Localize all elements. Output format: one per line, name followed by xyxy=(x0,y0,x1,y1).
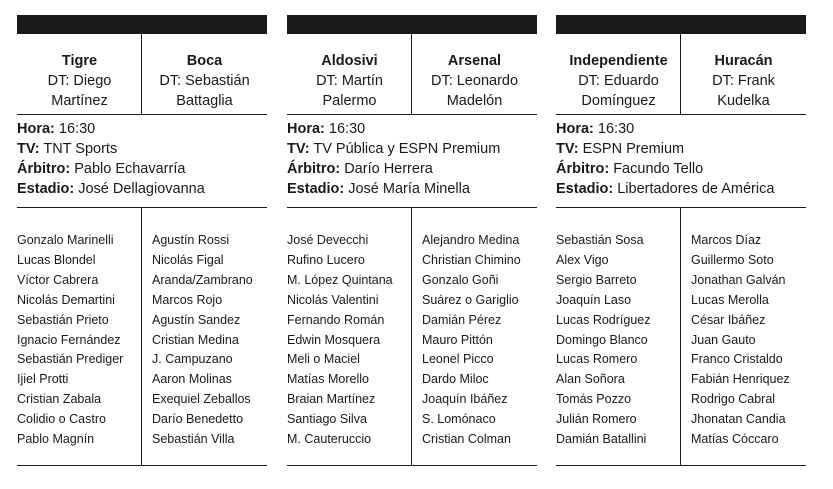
info-tv xyxy=(287,139,537,159)
player: Agustín Rossi xyxy=(152,233,230,247)
player: Ijiel Protti xyxy=(17,372,69,387)
player: Alejandro Medina xyxy=(422,233,520,247)
player: Lucas Romero xyxy=(556,352,638,367)
player: Víctor Cabrera xyxy=(17,272,99,287)
player: Joaquín Laso xyxy=(556,292,632,307)
home-lineup xyxy=(556,231,691,465)
match-info xyxy=(287,114,537,207)
teams-row xyxy=(17,34,267,114)
away-team-name: Huracán xyxy=(714,53,773,69)
player: S. Lomónaco xyxy=(422,412,496,427)
info-tv-label: TV: xyxy=(556,141,579,157)
away-coach: DT: Frank Kudelka xyxy=(712,73,775,109)
player: Sergio Barreto xyxy=(556,272,637,287)
player: Damián Pérez xyxy=(422,312,502,327)
info-tv-label: TV: xyxy=(17,141,40,157)
info-referee-value: Pablo Echavarría xyxy=(74,161,186,177)
player: Mauro Pittón xyxy=(422,332,493,347)
match-info xyxy=(556,114,806,207)
away-coach: DT: Sebastián Battaglia xyxy=(159,73,250,109)
home-coach: DT: Martín Palermo xyxy=(316,73,383,109)
info-stadium xyxy=(556,179,806,199)
player: Alex Vigo xyxy=(556,252,609,267)
info-time xyxy=(556,119,806,139)
info-time-value: 16:30 xyxy=(597,121,635,137)
player: J. Campuzano xyxy=(152,352,233,367)
info-referee xyxy=(556,159,806,179)
info-time-label: Hora: xyxy=(287,121,325,137)
header-bar xyxy=(556,15,806,34)
player: Franco Cristaldo xyxy=(691,352,783,367)
player: Jhonatan Candia xyxy=(691,412,786,427)
home-team xyxy=(17,34,142,114)
info-tv-value: TNT Sports xyxy=(43,141,118,157)
away-team xyxy=(681,34,806,114)
info-tv-value: ESPN Premium xyxy=(582,141,685,157)
player: Colidio o Castro xyxy=(17,412,106,427)
player: Domingo Blanco xyxy=(556,332,648,347)
player: Rodrigo Cabral xyxy=(691,392,776,407)
player: Agustín Sandez xyxy=(152,312,241,327)
teams-row xyxy=(556,34,806,114)
player: José Devecchi xyxy=(287,233,369,247)
player: Matías Cóccaro xyxy=(691,432,779,447)
info-time xyxy=(287,119,537,139)
info-stadium xyxy=(17,179,267,199)
player: Jonathan Galván xyxy=(691,272,786,287)
player: Cristian Colman xyxy=(422,432,511,447)
info-referee-label: Árbitro: xyxy=(287,161,341,177)
player: Alan Soñora xyxy=(556,372,625,387)
away-lineup xyxy=(152,231,287,450)
player: Cristian Zabala xyxy=(17,392,102,407)
player: Rufino Lucero xyxy=(287,252,365,267)
team-divider xyxy=(141,34,142,114)
player: Sebastián Prieto xyxy=(17,312,109,327)
teams-row xyxy=(287,34,537,114)
player: Joaquín Ibáñez xyxy=(422,392,508,407)
lineups xyxy=(17,207,267,466)
player: Leonel Picco xyxy=(422,352,494,367)
player: Lucas Rodríguez xyxy=(556,312,651,327)
player: Nicolás Valentini xyxy=(287,292,379,307)
player: Tomás Pozzo xyxy=(556,392,632,407)
player: Marcos Díaz xyxy=(691,233,762,247)
player: Pablo Magnín xyxy=(17,432,95,447)
info-referee xyxy=(287,159,537,179)
info-referee-label: Árbitro: xyxy=(17,161,71,177)
lineup-divider xyxy=(141,208,142,465)
away-team xyxy=(142,34,267,114)
info-time xyxy=(17,119,267,139)
player: Juan Gauto xyxy=(691,332,756,347)
player: Ignacio Fernández xyxy=(17,332,121,347)
home-team-name: Tigre xyxy=(61,53,98,69)
home-lineup xyxy=(287,231,422,465)
player: Christian Chimino xyxy=(422,252,521,267)
info-stadium-label: Estadio: xyxy=(556,181,614,197)
info-stadium-value: José Dellagiovanna xyxy=(78,181,205,197)
header-bar xyxy=(17,15,267,34)
player: César Ibáñez xyxy=(691,312,766,327)
info-stadium-label: Estadio: xyxy=(17,181,75,197)
player: Gonzalo Goñi xyxy=(422,272,499,287)
home-team xyxy=(556,34,681,114)
home-coach: DT: Diego Martínez xyxy=(47,73,112,109)
player: Aaron Molinas xyxy=(152,372,232,387)
info-time-value: 16:30 xyxy=(58,121,96,137)
info-referee-value: Darío Herrera xyxy=(344,161,433,177)
info-referee-value: Facundo Tello xyxy=(613,161,704,177)
player: Fabián Henriquez xyxy=(691,372,790,387)
player: Sebastián Villa xyxy=(152,432,235,447)
away-team-name: Boca xyxy=(186,53,223,69)
home-team-name: Independiente xyxy=(569,53,668,69)
away-coach: DT: Leonardo Madelón xyxy=(430,73,519,109)
player: Meli o Maciel xyxy=(287,352,360,367)
player: Braian Martínez xyxy=(287,392,376,407)
info-stadium-value: Libertadores de América xyxy=(617,181,775,197)
away-lineup xyxy=(422,231,557,450)
home-team xyxy=(287,34,412,114)
info-tv-label: TV: xyxy=(287,141,310,157)
away-lineup xyxy=(691,231,826,450)
player: Darío Benedetto xyxy=(152,412,244,427)
player: Guillermo Soto xyxy=(691,252,774,267)
lineups xyxy=(287,207,537,466)
info-time-label: Hora: xyxy=(556,121,594,137)
info-referee-label: Árbitro: xyxy=(556,161,610,177)
player: Fernando Román xyxy=(287,312,385,327)
player: Marcos Rojo xyxy=(152,292,223,307)
player: Sebastián Prediger xyxy=(17,352,124,367)
player: Julián Romero xyxy=(556,412,637,427)
player: Matías Morello xyxy=(287,372,369,387)
info-time-value: 16:30 xyxy=(328,121,366,137)
player: Cristian Medina xyxy=(152,332,239,347)
player: Suárez o Gariglio xyxy=(422,292,519,307)
info-stadium xyxy=(287,179,537,199)
lineups xyxy=(556,207,806,466)
away-team-name: Arsenal xyxy=(447,53,502,69)
info-time-label: Hora: xyxy=(17,121,55,137)
home-team-name: Aldosivi xyxy=(321,53,378,69)
player: Lucas Blondel xyxy=(17,252,96,267)
info-stadium-label: Estadio: xyxy=(287,181,345,197)
team-divider xyxy=(411,34,412,114)
player: Dardo Miloc xyxy=(422,372,489,387)
player: Aranda/Zambrano xyxy=(152,272,253,287)
player: M. Cauteruccio xyxy=(287,432,372,447)
player: Gonzalo Marinelli xyxy=(17,233,114,247)
lineup-divider xyxy=(411,208,412,465)
team-divider xyxy=(680,34,681,114)
lineup-divider xyxy=(680,208,681,465)
home-coach: DT: Eduardo Domínguez xyxy=(578,73,659,109)
player: Lucas Merolla xyxy=(691,292,769,307)
player: Nicolás Figal xyxy=(152,252,224,267)
match-card xyxy=(287,15,537,466)
info-tv xyxy=(556,139,806,159)
info-stadium-value: José María Minella xyxy=(348,181,470,197)
away-team xyxy=(412,34,537,114)
header-bar xyxy=(287,15,537,34)
match-info xyxy=(17,114,267,207)
player: Edwin Mosquera xyxy=(287,332,381,347)
player: Nicolás Demartini xyxy=(17,292,115,307)
info-tv-value: TV Pública y ESPN Premium xyxy=(313,141,501,157)
home-lineup xyxy=(17,231,152,465)
player: Damián Batallini xyxy=(556,432,647,447)
match-card xyxy=(556,15,806,466)
info-referee xyxy=(17,159,267,179)
match-card xyxy=(17,15,267,466)
player: M. López Quintana xyxy=(287,272,393,287)
info-tv xyxy=(17,139,267,159)
player: Santiago Silva xyxy=(287,412,367,427)
player: Exequiel Zeballos xyxy=(152,392,251,407)
player: Sebastián Sosa xyxy=(556,233,644,247)
